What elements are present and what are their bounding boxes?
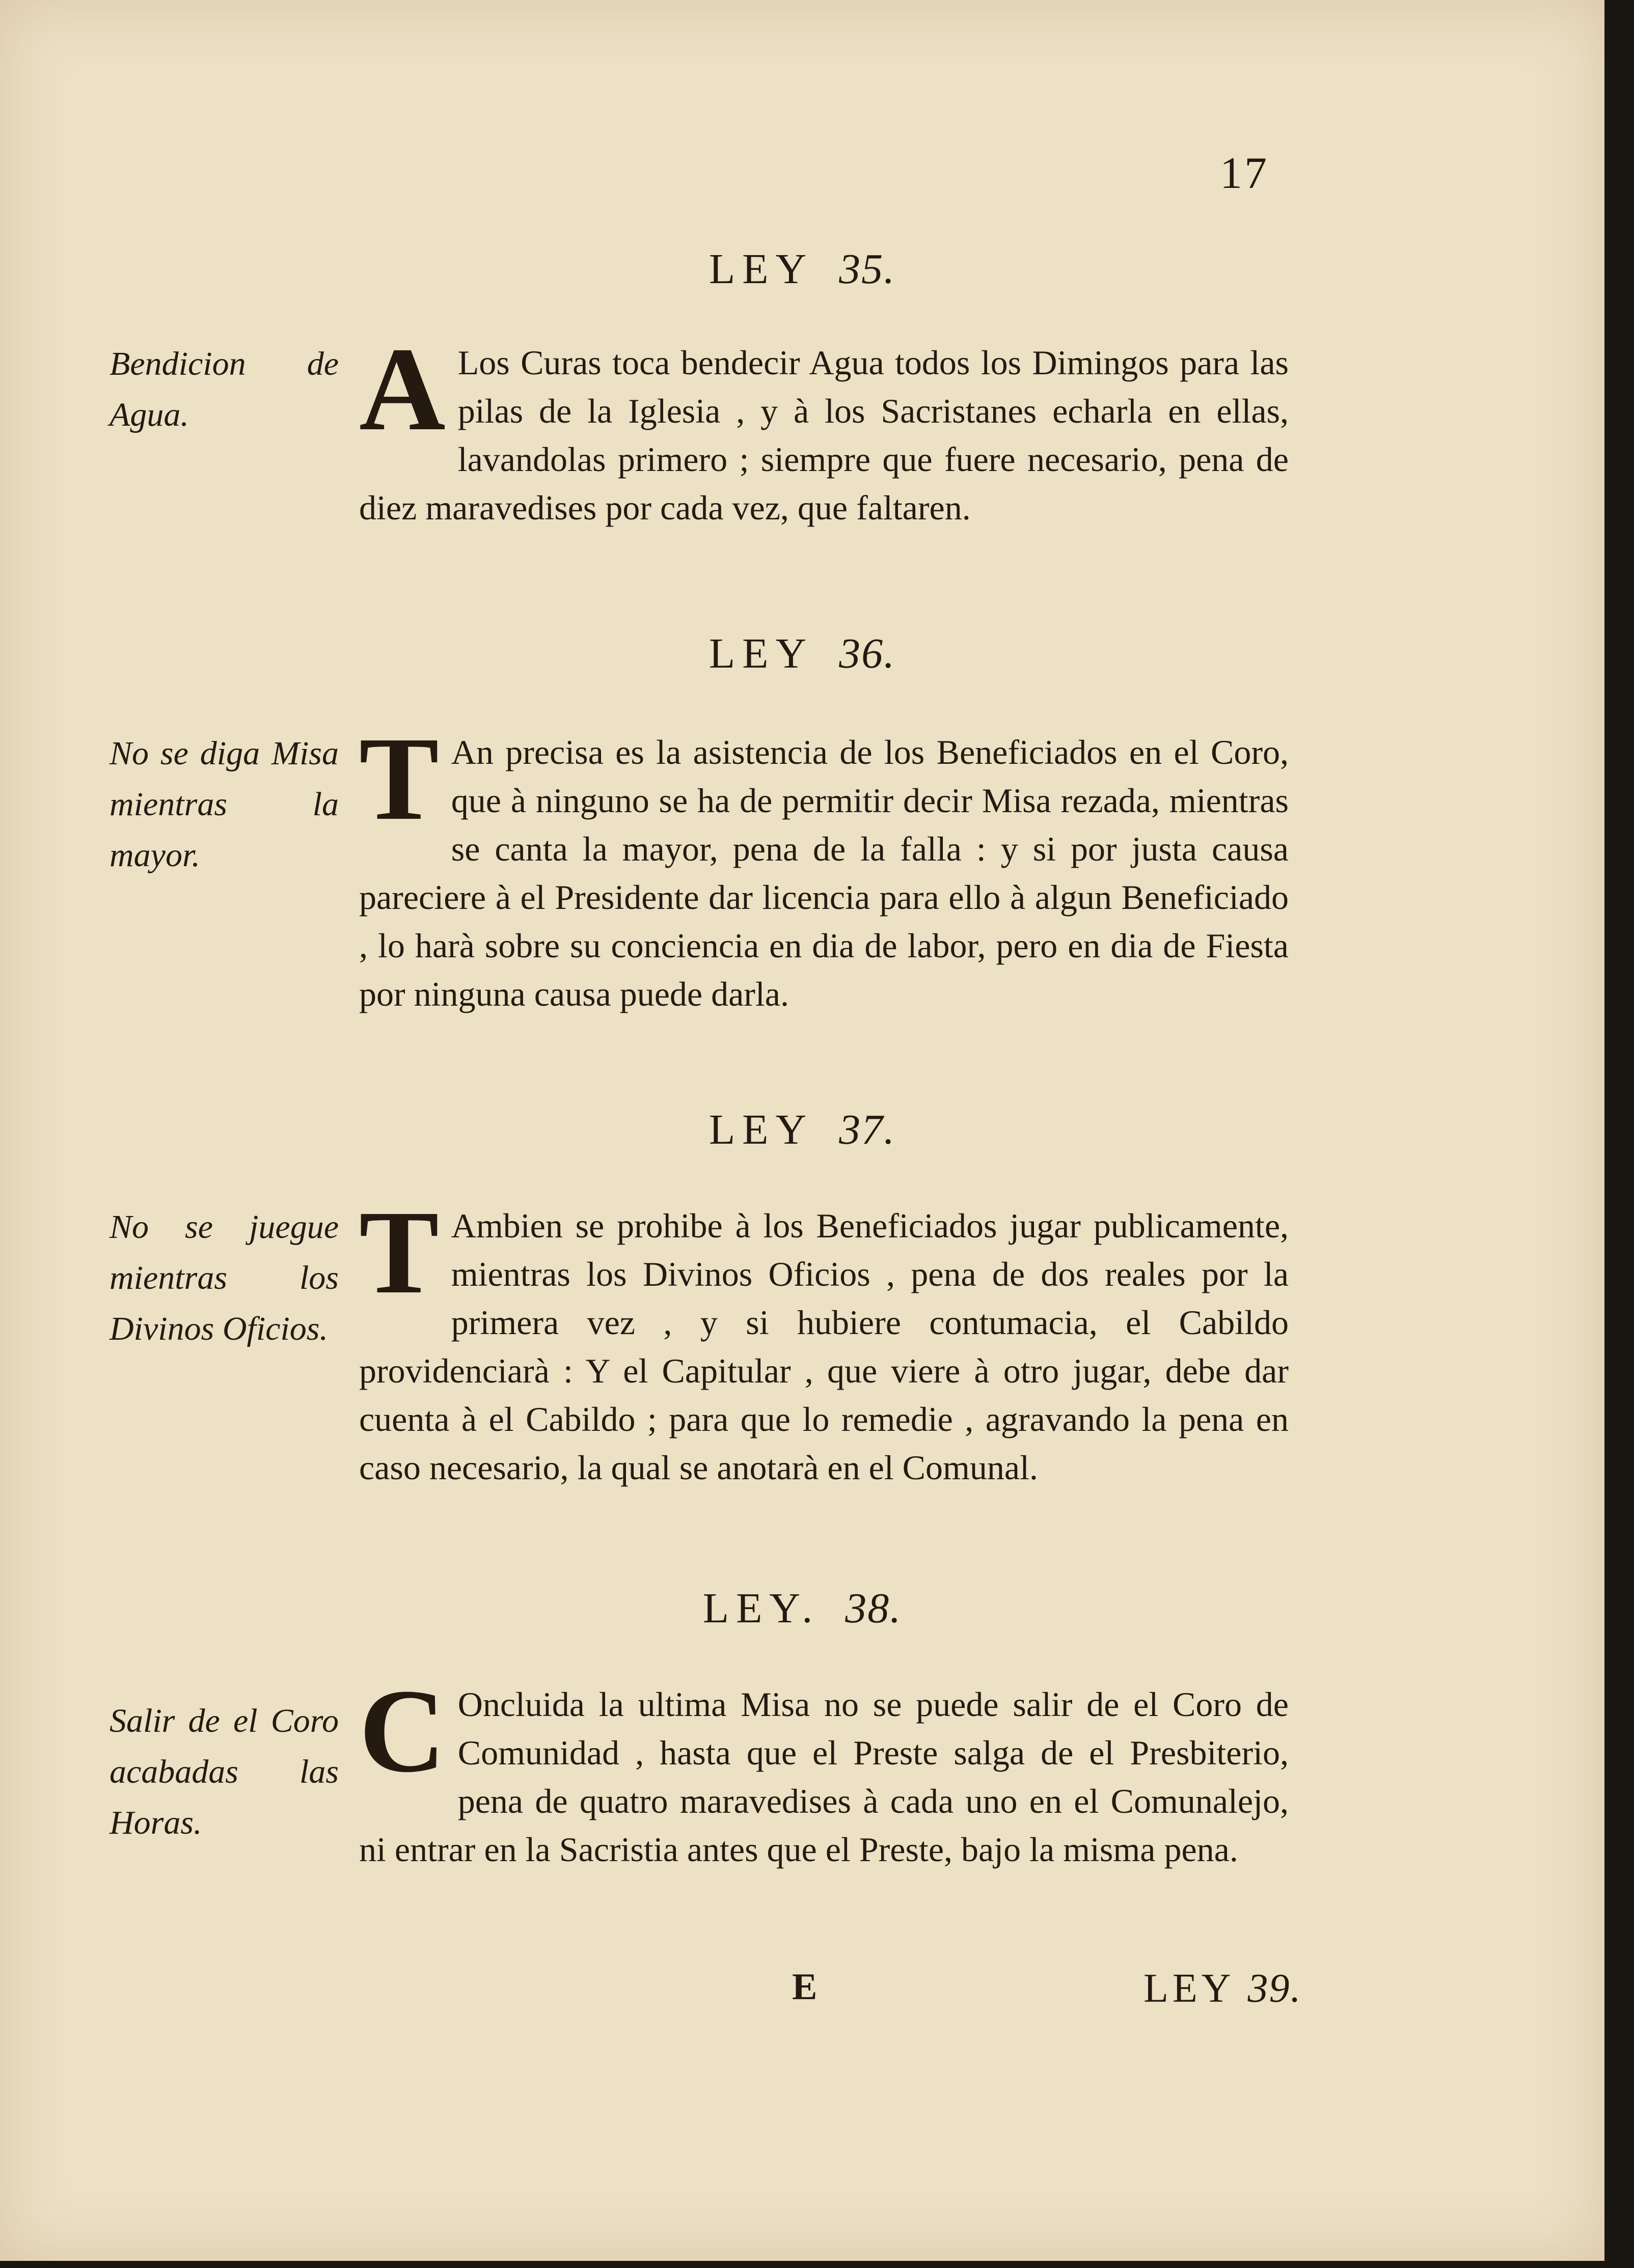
catchword-label: LEY (1143, 1966, 1234, 2011)
law-paragraph (359, 1186, 1289, 1492)
margin-note: Salir de el Coro acabadas las Horas. (110, 1702, 339, 1841)
law-heading (0, 1584, 1604, 1633)
law-text: Oncluida la ultima Misa no se puede salir de el Coro de Comunidad , hasta que el Preste salga de el Presbiterio, pena de quatro maravedises à cada uno en el Comunalejo, ni entrar en la Sacristia antes que el Preste, bajo la misma pena. (359, 1685, 1289, 1869)
law-heading-label: LEY (709, 630, 814, 677)
law-number: 36. (839, 630, 896, 677)
law-heading-label: LEY (709, 245, 814, 293)
law-number: 37. (839, 1106, 896, 1153)
law-heading-label: LEY. (702, 1585, 820, 1632)
scan-edge (1604, 0, 1634, 2268)
signature-mark: E (792, 1966, 818, 2008)
law-paragraph (359, 712, 1289, 1018)
law-number: 38. (845, 1585, 902, 1632)
law-text: Ambien se prohibe à los Beneficiados jugar publicamente, mientras los Divinos Oficios , pena de dos reales por la primera vez , y si hubiere contumacia, el Cabildo providenciarà : Y el Capitular , que viere à otro jugar, debe dar cuenta à el Cabildo ; para que lo remedie , agravando la pena en caso necesario, la qual se anotarà en el Comunal. (359, 1206, 1289, 1487)
catchword-number: 39. (1247, 1966, 1302, 2011)
law-heading (0, 629, 1604, 678)
law-text: An precisa es la asistencia de los Beneficiados en el Coro, que à ninguno se ha de permitir decir Misa rezada, mientras se canta la mayor, pena de la falla : y si por justa causa pareciere à el Presidente dar licencia para ello à algun Beneficiado , lo harà sobre su conciencia en dia de labor, pero en dia de Fiesta por ninguna causa puede darla. (359, 733, 1289, 1013)
law-paragraph (359, 323, 1289, 532)
catchword (1143, 1966, 1302, 2012)
margin-note: No se diga Misa mientras la mayor. (110, 735, 339, 874)
drop-cap: C (359, 1665, 446, 1797)
drop-cap: T (359, 1186, 439, 1318)
law-heading (0, 244, 1604, 294)
law-heading-label: LEY (709, 1106, 814, 1153)
margin-note: No se juegue mientras los Divinos Oficios. (110, 1208, 339, 1347)
page-number: 17 (1220, 149, 1269, 198)
drop-cap: A (359, 323, 446, 455)
drop-cap: T (359, 712, 439, 845)
law-text: Los Curas toca bendecir Agua todos los Dimingos para las pilas de la Iglesia , y à los Sacristanes echarla en ellas, lavandolas primero ; siempre que fuere necesario, pena de diez maravedises por cada vez, que faltaren. (359, 343, 1289, 527)
law-number: 35. (839, 245, 896, 293)
margin-note: Bendicion de Agua. (110, 345, 339, 433)
law-paragraph (359, 1665, 1289, 1874)
law-heading (0, 1105, 1604, 1154)
